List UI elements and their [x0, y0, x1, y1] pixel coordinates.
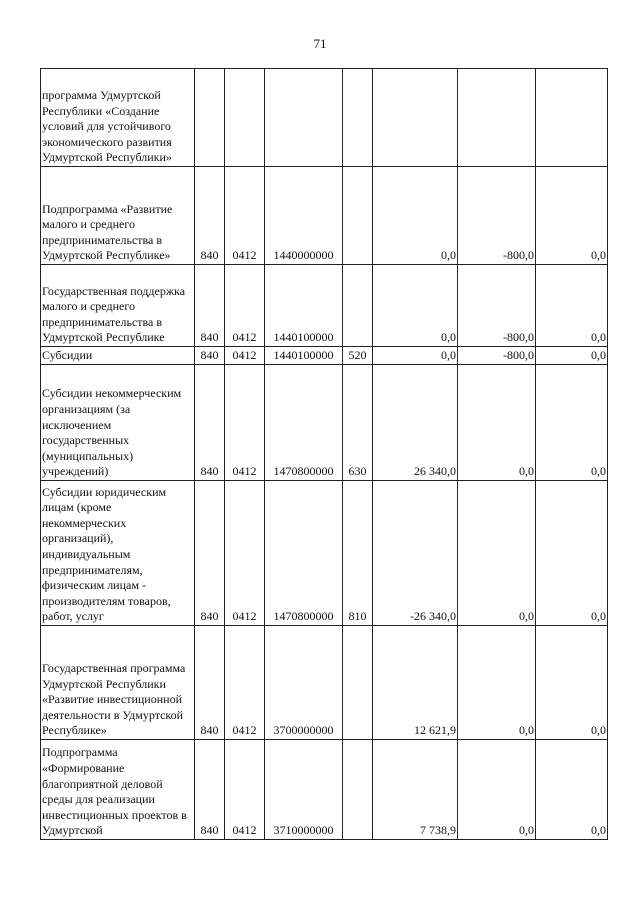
row-name: Субсидии юридическим лицам (кроме некоммерческих организаций), индивидуальным предпринимателям, физическим лицам - производителям товаров, работ, услуг — [41, 481, 195, 626]
section-code: 0412 — [225, 167, 265, 265]
expense-type-code: 630 — [343, 365, 373, 481]
expense-type-code — [343, 740, 373, 840]
amount-3: 0,0 — [536, 740, 608, 840]
amount-3: 0,0 — [536, 265, 608, 347]
section-code: 0412 — [225, 265, 265, 347]
row-name: Государственная программа Удмуртской Республики «Развитие инвестиционной деятельности в Удмуртской Республике» — [41, 626, 195, 740]
target-article-code: 1470800000 — [265, 365, 343, 481]
table-row — [41, 347, 608, 365]
amount-2: 0,0 — [458, 481, 536, 626]
amount-1: 26 340,0 — [373, 365, 458, 481]
section-code: 0412 — [225, 740, 265, 840]
table-row — [41, 481, 608, 626]
row-name: Субсидии — [41, 347, 195, 365]
amount-2: 0,0 — [458, 740, 536, 840]
table-row — [41, 626, 608, 740]
target-article-code — [265, 69, 343, 167]
target-article-code: 1440100000 — [265, 265, 343, 347]
amount-2: 0,0 — [458, 626, 536, 740]
page-number: 71 — [313, 36, 327, 51]
table-row — [41, 69, 608, 167]
ved-code: 840 — [195, 626, 225, 740]
target-article-code: 3710000000 — [265, 740, 343, 840]
target-article-code: 1470800000 — [265, 481, 343, 626]
amount-1: 0,0 — [373, 265, 458, 347]
row-name: Государственная поддержка малого и среднего предпринимательства в Удмуртской Республике — [41, 265, 195, 347]
expense-type-code — [343, 69, 373, 167]
amount-3 — [536, 69, 608, 167]
expense-type-code — [343, 167, 373, 265]
target-article-code: 1440000000 — [265, 167, 343, 265]
section-code — [225, 69, 265, 167]
ved-code: 840 — [195, 265, 225, 347]
amount-2: -800,0 — [458, 347, 536, 365]
row-name: Субсидии некоммерческим организациям (за исключением государственных (муниципальных) учреждений) — [41, 365, 195, 481]
amount-1: 0,0 — [373, 167, 458, 265]
table-row — [41, 740, 608, 840]
amount-2: -800,0 — [458, 167, 536, 265]
amount-1: -26 340,0 — [373, 481, 458, 626]
ved-code: 840 — [195, 481, 225, 626]
target-article-code: 3700000000 — [265, 626, 343, 740]
section-code: 0412 — [225, 626, 265, 740]
row-name: Подпрограмма «Развитие малого и среднего предпринимательства в Удмуртской Республике» — [41, 167, 195, 265]
table-row — [41, 365, 608, 481]
section-code: 0412 — [225, 347, 265, 365]
amount-3: 0,0 — [536, 626, 608, 740]
ved-code: 840 — [195, 347, 225, 365]
expense-type-code — [343, 626, 373, 740]
section-code: 0412 — [225, 365, 265, 481]
amount-1 — [373, 69, 458, 167]
ved-code: 840 — [195, 167, 225, 265]
ved-code: 840 — [195, 365, 225, 481]
expense-type-code: 810 — [343, 481, 373, 626]
row-name: Подпрограмма «Формирование благоприятной деловой среды для реализации инвестиционных проектов в Удмуртской — [41, 740, 195, 840]
ved-code: 840 — [195, 740, 225, 840]
amount-3: 0,0 — [536, 167, 608, 265]
amount-1: 0,0 — [373, 347, 458, 365]
amount-2 — [458, 69, 536, 167]
amount-1: 12 621,9 — [373, 626, 458, 740]
amount-3: 0,0 — [536, 365, 608, 481]
amount-2: 0,0 — [458, 365, 536, 481]
ved-code — [195, 69, 225, 167]
budget-table — [40, 68, 608, 840]
expense-type-code — [343, 265, 373, 347]
amount-3: 0,0 — [536, 481, 608, 626]
expense-type-code: 520 — [343, 347, 373, 365]
target-article-code: 1440100000 — [265, 347, 343, 365]
amount-2: -800,0 — [458, 265, 536, 347]
amount-1: 7 738,9 — [373, 740, 458, 840]
section-code: 0412 — [225, 481, 265, 626]
table-row — [41, 167, 608, 265]
amount-3: 0,0 — [536, 347, 608, 365]
row-name: программа Удмуртской Республики «Создание условий для устойчивого экономического развития Удмуртской Республики» — [41, 69, 195, 167]
table-row — [41, 265, 608, 347]
